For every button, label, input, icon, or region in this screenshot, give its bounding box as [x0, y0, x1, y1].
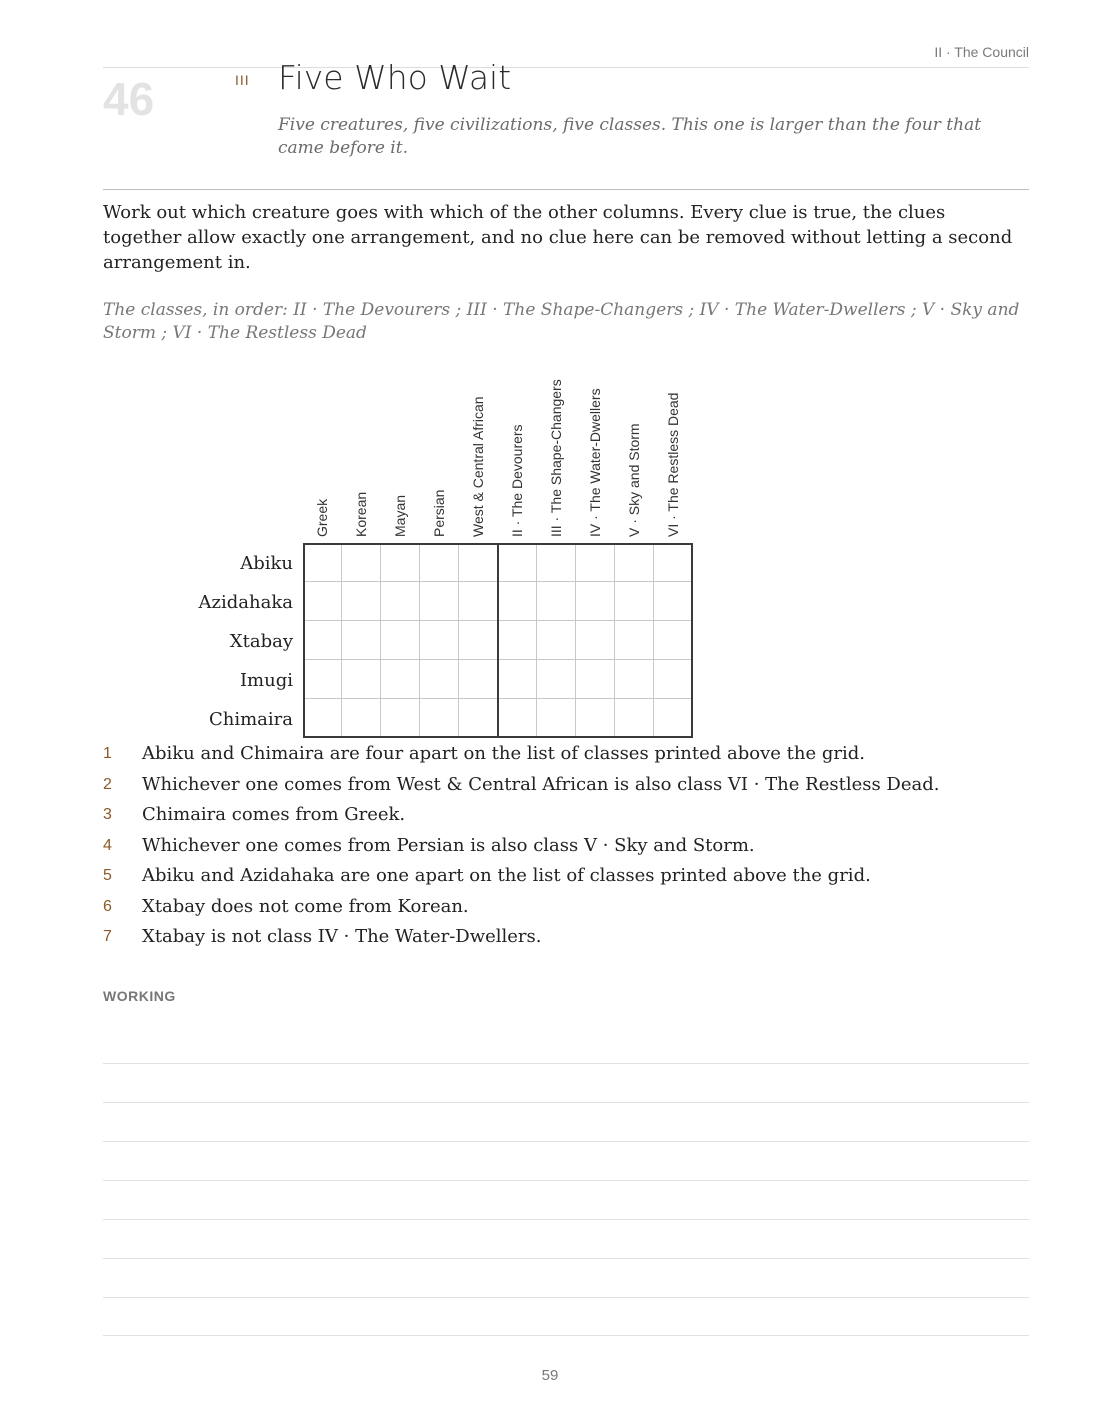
working-line[interactable]: [103, 1335, 1029, 1336]
row-label: Azidahaka: [198, 592, 293, 613]
difficulty-level: III: [235, 72, 250, 88]
column-header-label: Greek: [313, 498, 330, 537]
column-header: [303, 337, 342, 537]
column-header: [576, 337, 615, 537]
grid-cell[interactable]: [342, 582, 381, 621]
puzzle-subtitle: Five creatures, five civilizations, five classes. This one is larger than the four that came before it.: [278, 115, 982, 158]
clue-text: Whichever one comes from Persian is also class V · Sky and Storm.: [142, 834, 755, 856]
grid-cell[interactable]: [420, 543, 459, 582]
grid-cell[interactable]: [303, 621, 342, 660]
grid-cell[interactable]: [537, 621, 576, 660]
clue-list: [103, 740, 1029, 954]
grid-cell[interactable]: [459, 582, 498, 621]
column-header-label: II · The Devourers: [508, 424, 525, 537]
grid-cell[interactable]: [342, 660, 381, 699]
column-header-label: Mayan: [391, 494, 408, 537]
grid-cell[interactable]: [654, 543, 693, 582]
working-line[interactable]: [103, 1258, 1029, 1259]
working-line[interactable]: [103, 1297, 1029, 1298]
row-label: Xtabay: [229, 631, 293, 652]
grid-cell[interactable]: [342, 543, 381, 582]
row-label: Abiku: [240, 553, 293, 574]
column-header: [342, 337, 381, 537]
grid-cell[interactable]: [303, 660, 342, 699]
clue-text: Whichever one comes from West & Central African is also class VI · The Restless Dead.: [142, 773, 940, 795]
grid-cell[interactable]: [420, 699, 459, 738]
grid-cell[interactable]: [303, 699, 342, 738]
grid-cell[interactable]: [381, 582, 420, 621]
clue-number: 4: [103, 836, 112, 854]
row-label: Imugi: [239, 670, 293, 691]
column-header: [381, 337, 420, 537]
grid-cell[interactable]: [459, 699, 498, 738]
running-head: II · The Council: [934, 44, 1029, 60]
grid-cell[interactable]: [420, 582, 459, 621]
column-header: [420, 337, 459, 537]
column-header: [537, 337, 576, 537]
grid-cell[interactable]: [654, 621, 693, 660]
puzzle-number: 46: [103, 73, 155, 125]
clue-number: 2: [103, 775, 112, 793]
clue-text: Abiku and Chimaira are four apart on the list of classes printed above the grid.: [142, 743, 865, 764]
row-label: Chimaira: [208, 709, 293, 730]
working-line[interactable]: [103, 1219, 1029, 1220]
column-header-label: Korean: [352, 491, 369, 537]
classes-note: The classes, in order: II · The Devourers ; III · The Shape-Changers ; IV · The Water-Dwellers ; V · Sky and Storm ; VI · The Restless Dead: [103, 300, 1020, 343]
column-header: [459, 337, 498, 537]
grid-cell[interactable]: [303, 543, 342, 582]
puzzle-title: Five Who Wait: [278, 58, 512, 97]
grid-cell[interactable]: [498, 699, 537, 738]
grid-cell[interactable]: [615, 543, 654, 582]
working-line[interactable]: [103, 1141, 1029, 1142]
grid-block-divider: [497, 543, 499, 738]
working-line[interactable]: [103, 1180, 1029, 1181]
clue-number: 3: [103, 806, 112, 823]
clue-text: Xtabay does not come from Korean.: [142, 895, 469, 917]
column-header-label: IV · The Water-Dwellers: [586, 388, 603, 537]
grid-cell[interactable]: [498, 582, 537, 621]
clue-item: [103, 923, 1029, 954]
grid-cell[interactable]: [381, 699, 420, 738]
clue-number: 5: [103, 867, 112, 884]
grid-cell[interactable]: [576, 699, 615, 738]
clue-item: [103, 771, 1029, 802]
clue-text: Xtabay is not class IV · The Water-Dwellers.: [142, 926, 542, 947]
column-header-label: Persian: [430, 489, 447, 537]
grid-cell[interactable]: [615, 660, 654, 699]
column-header-label: VI · The Restless Dead: [664, 392, 681, 537]
grid-cell[interactable]: [498, 543, 537, 582]
grid-cell[interactable]: [381, 543, 420, 582]
clue-number: 7: [103, 928, 112, 945]
grid-cell[interactable]: [459, 660, 498, 699]
clue-text: Abiku and Azidahaka are one apart on the list of classes printed above the grid.: [142, 865, 871, 886]
grid-cell[interactable]: [381, 660, 420, 699]
column-header-label: West & Central African: [469, 396, 486, 537]
column-header: [615, 337, 654, 537]
clue-item: [103, 801, 1029, 832]
grid-cell[interactable]: [615, 699, 654, 738]
grid-cell[interactable]: [420, 621, 459, 660]
grid-cell[interactable]: [420, 660, 459, 699]
grid-cell[interactable]: [498, 660, 537, 699]
grid-cell[interactable]: [576, 660, 615, 699]
instructions: Work out which creature goes with which of the other columns. Every clue is true, the clues together allow exactly one arrangement, and no clue here can be removed without letting a second arrangement in.: [103, 202, 1013, 273]
grid-cell[interactable]: [576, 543, 615, 582]
grid-cell[interactable]: [498, 621, 537, 660]
section-divider: [103, 189, 1029, 190]
grid-cell[interactable]: [303, 582, 342, 621]
column-header: [498, 337, 537, 537]
grid-cell[interactable]: [537, 582, 576, 621]
grid-cell[interactable]: [459, 621, 498, 660]
clue-item: [103, 893, 1029, 924]
grid-cell[interactable]: [537, 699, 576, 738]
logic-grid: [303, 543, 693, 738]
clue-text: Chimaira comes from Greek.: [142, 804, 406, 825]
grid-cell[interactable]: [342, 699, 381, 738]
grid-cell[interactable]: [381, 621, 420, 660]
working-label: WORKING: [103, 988, 176, 1004]
clue-item: [103, 740, 1029, 771]
working-line[interactable]: [103, 1102, 1029, 1103]
column-header: [654, 337, 693, 537]
grid-cell[interactable]: [654, 699, 693, 738]
grid-cell[interactable]: [654, 582, 693, 621]
grid-cell[interactable]: [342, 621, 381, 660]
clue-number: 6: [103, 897, 112, 915]
clue-item: [103, 832, 1029, 863]
column-header-label: V · Sky and Storm: [625, 423, 642, 537]
grid-cell[interactable]: [576, 582, 615, 621]
grid-cell[interactable]: [459, 543, 498, 582]
page-number: 59: [541, 1367, 559, 1384]
clue-item: [103, 862, 1029, 893]
grid-cell[interactable]: [654, 660, 693, 699]
working-line[interactable]: [103, 1063, 1029, 1064]
grid-cell[interactable]: [537, 660, 576, 699]
grid-cell[interactable]: [537, 543, 576, 582]
grid-cell[interactable]: [615, 582, 654, 621]
clue-number: 1: [103, 745, 112, 762]
column-header-label: III · The Shape-Changers: [547, 379, 564, 537]
header-rule: [103, 67, 1029, 68]
grid-cell[interactable]: [615, 621, 654, 660]
grid-cell[interactable]: [576, 621, 615, 660]
